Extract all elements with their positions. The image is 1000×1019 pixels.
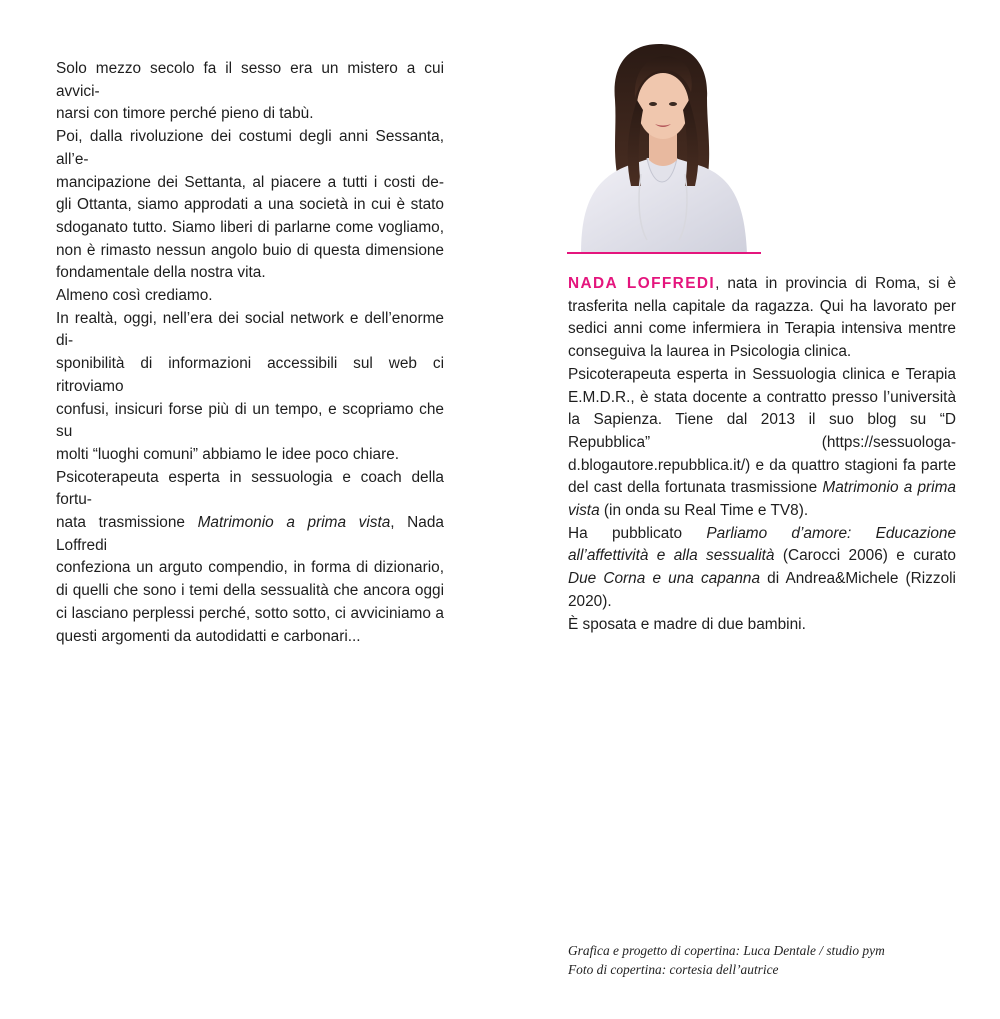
text-fragment: di Andrea&Michele (Rizzoli 2020).	[568, 570, 956, 610]
text-line: sponibilità di informazioni accessibili sul web ci ritroviamo	[56, 355, 444, 395]
author-photo	[567, 40, 761, 254]
book-title: Parliamo d’amore: Educazione all’affettività e alla sessualità	[568, 524, 956, 565]
credits	[568, 941, 968, 979]
cover-design-credit: Grafica e progetto di copertina: Luca Dentale / studio pym	[568, 943, 885, 958]
text-fragment: Ha pubblicato	[568, 524, 707, 542]
paragraph	[56, 285, 444, 308]
text-line: ci lasciano perplessi perché, sotto sotto, ci avviciniamo a	[56, 604, 444, 622]
text-line: molti “luoghi comuni” abbiamo le idee poco chiare.	[56, 445, 400, 463]
author-name: NADA LOFFREDI	[568, 275, 716, 292]
text-line: Poi, dalla rivoluzione dei costumi degli anni Sessanta, all’e-	[56, 128, 444, 168]
text-fragment: (in onda su Real Time e TV8).	[599, 502, 809, 520]
text-line: mancipazione dei Settanta, al piacere a tutti i costi de-	[56, 173, 444, 191]
text-fragment: Psicoterapeuta esperta in Sessuologia clinica e Terapia E.M.D.R., è stata docente a contratto presso l’università la Sapienza. Tiene dal 2013 il suo blog su “D Repubblica” (https://sessuologa-d.blogautore.repubblica.it/) e da quattro stagioni fa parte del cast della fortunata trasmissione	[568, 365, 956, 497]
text-line: confusi, insicuri forse più di un tempo, e scopriamo che su	[56, 400, 444, 441]
show-title: Matrimonio a prima vista	[197, 514, 391, 532]
text-line: Psicoterapeuta esperta in sessuologia e coach della fortu-	[56, 468, 444, 509]
text-line: sdoganato tutto. Siamo liberi di parlarne come vogliamo,	[56, 218, 444, 236]
paragraph	[56, 126, 444, 285]
paragraph	[568, 364, 956, 523]
text-line: di quelli che sono i temi della sessualità che ancora oggi	[56, 582, 444, 600]
text-line: fondamentale della nostra vita.	[56, 264, 266, 282]
text-fragment: , Nada Loffredi	[56, 514, 444, 554]
book-title: Due Corna e una capanna	[568, 570, 761, 588]
cover-photo-credit: Foto di copertina: cortesia dell’autrice	[568, 962, 779, 977]
text-line: gli Ottanta, siamo approdati a una società in cui è stato	[56, 196, 444, 214]
text-line: Almeno così crediamo.	[56, 287, 213, 305]
author-bio	[568, 273, 956, 636]
text-line: confeziona un arguto compendio, in forma di dizionario,	[56, 559, 444, 577]
text-line: narsi con timore perché pieno di tabù.	[56, 105, 314, 123]
text-line: In realtà, oggi, nell’era dei social network e dell’enorme di-	[56, 309, 444, 350]
paragraph: È sposata e madre di due bambini.	[568, 615, 806, 633]
text-fragment: , nata in provincia di Roma, si è trasferita nella capitale da ragazza. Qui ha lavorato per sedici anni come infermiera in Terapia intensiva mentre conseguiva la laurea in Psicologia clinica.	[568, 275, 957, 361]
text-fragment: (Carocci 2006) e curato	[774, 547, 956, 565]
paragraph	[56, 467, 444, 649]
text-line: Solo mezzo secolo fa il sesso era un mistero a cui avvici-	[56, 60, 444, 100]
paragraph	[56, 58, 444, 126]
photo-underline	[567, 252, 761, 254]
show-title: Matrimonio a prima vista	[568, 479, 956, 520]
paragraph	[568, 273, 956, 364]
text-line	[56, 512, 444, 557]
left-text-column	[56, 58, 444, 648]
text-fragment: nata trasmissione	[56, 514, 198, 532]
paragraph	[568, 523, 956, 614]
text-line: questi argomenti da autodidatti e carbonari...	[56, 627, 361, 645]
text-line: non è rimasto nessun angolo buio di questa dimensione	[56, 241, 444, 259]
paragraph	[56, 308, 444, 467]
